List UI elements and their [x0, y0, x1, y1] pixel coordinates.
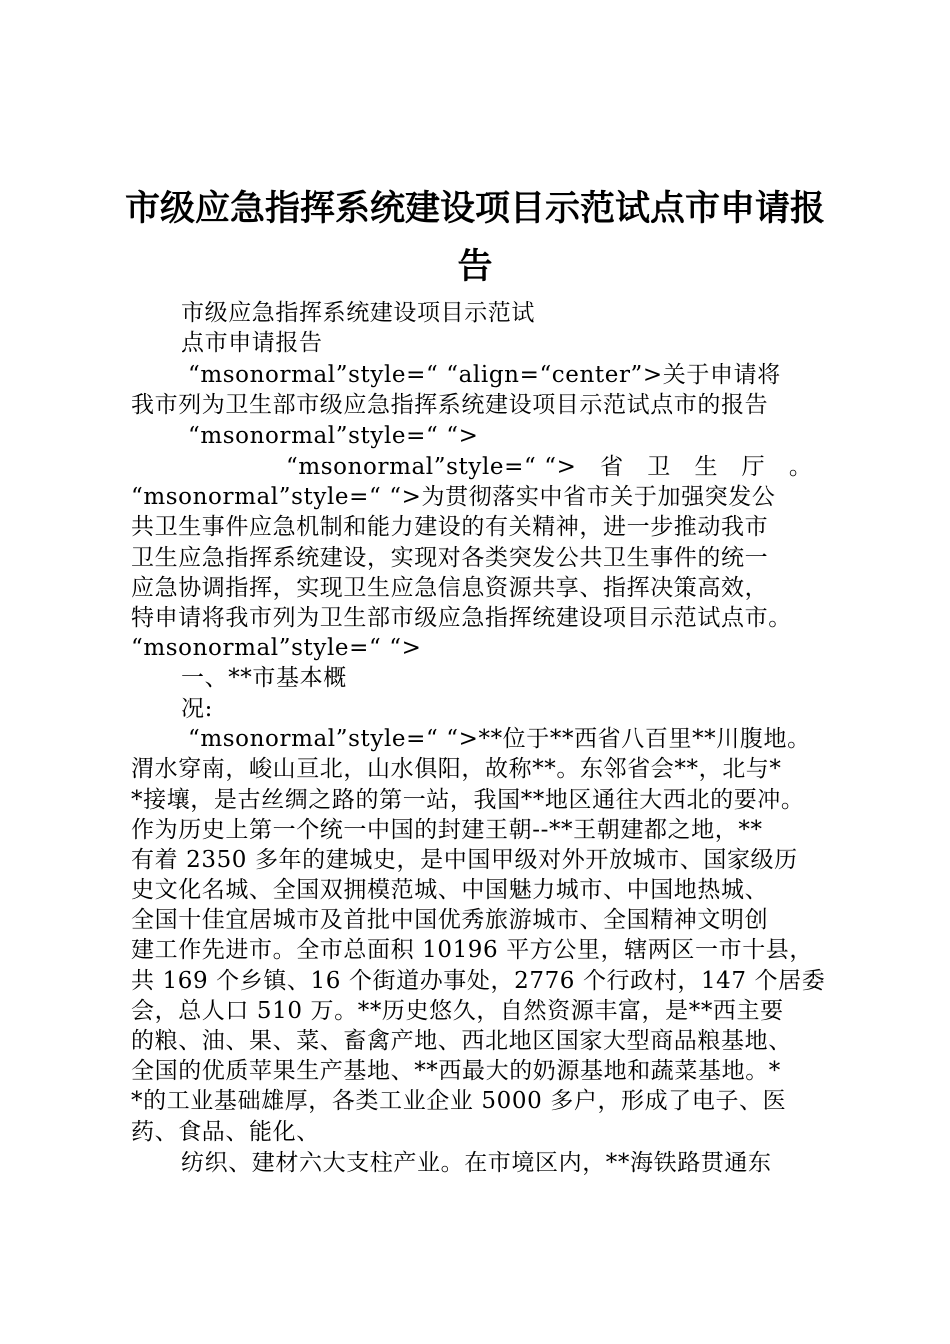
text-line: *的工业基础雄厚，各类工业企业 5000 多户，形成了电子、医	[131, 1088, 787, 1114]
text-line: *接壤，是古丝绸之路的第一站，我国**地区通往大西北的要冲。	[131, 787, 805, 813]
text-line: “msonormal”style=“ “>**位于**西省八百里**川腹地。	[188, 726, 811, 752]
text-line: 全国的优质苹果生产基地、**西最大的奶源基地和蔬菜基地。*	[131, 1058, 781, 1084]
text-line: 药、食品、能化、	[131, 1119, 320, 1145]
text-line: 共卫生事件应急机制和能力建设的有关精神，进一步推动我市	[131, 514, 769, 540]
text-line: 点市申请报告	[181, 330, 323, 356]
text-line: 渭水穿南，峻山亘北，山水俱阳，故称**。东邻省会**，北与*	[131, 756, 782, 782]
text-line: 的粮、油、果、菜、畜禽产地、西北地区国家大型商品粮基地、	[131, 1028, 792, 1054]
text-line: 作为历史上第一个统一中国的封建王朝--**王朝建都之地，**	[131, 817, 763, 843]
document-title-line-1: 市级应急指挥系统建设项目示范试点市申请报	[124, 189, 825, 229]
text-line: 况:	[181, 696, 213, 722]
text-line: “msonormal”style=“ “> 省 卫 生 厅 。	[286, 454, 813, 480]
text-line: 特申请将我市列为卫生部市级应急指挥统建设项目示范试点市。	[131, 605, 792, 631]
text-line: “msonormal”style=“ “>	[188, 423, 479, 449]
text-line: 史文化名城、全国双拥模范城、中国魅力城市、中国地热城、	[131, 877, 769, 903]
text-line: 会，总人口 510 万。**历史悠久，自然资源丰富，是**西主要	[131, 998, 784, 1024]
document-title-line-2: 告	[457, 247, 493, 287]
text-line: “msonormal”style=“ “>	[131, 635, 422, 661]
text-line: 全国十佳宜居城市及首批中国优秀旅游城市、全国精神文明创	[131, 907, 769, 933]
text-line: 有着 2350 多年的建城史，是中国甲级对外开放城市、国家级历	[131, 847, 798, 873]
text-line: 卫生应急指挥系统建设，实现对各类突发公共卫生事件的统一	[131, 545, 769, 571]
text-line: 共 169 个乡镇、16 个街道办事处，2776 个行政村，147 个居委	[131, 968, 826, 994]
text-line: 纺织、建材六大支柱产业。在市境区内，**海铁路贯通东	[181, 1150, 772, 1176]
text-line: 建工作先进市。全市总面积 10196 平方公里，辖两区一市十县，	[131, 937, 813, 963]
text-line: “msonormal”style=“ “>为贯彻落实中省市关于加强突发公	[131, 484, 776, 510]
text-line: 我市列为卫生部市级应急指挥系统建设项目示范试点市的报告	[131, 392, 769, 418]
text-line: “msonormal”style=“ “align=“center”>关于申请将	[188, 362, 781, 388]
text-line: 一、**市基本概	[181, 665, 347, 691]
text-line: 应急协调指挥，实现卫生应急信息资源共享、指挥决策高效，	[131, 575, 769, 601]
text-line: 市级应急指挥系统建设项目示范试	[181, 300, 535, 326]
